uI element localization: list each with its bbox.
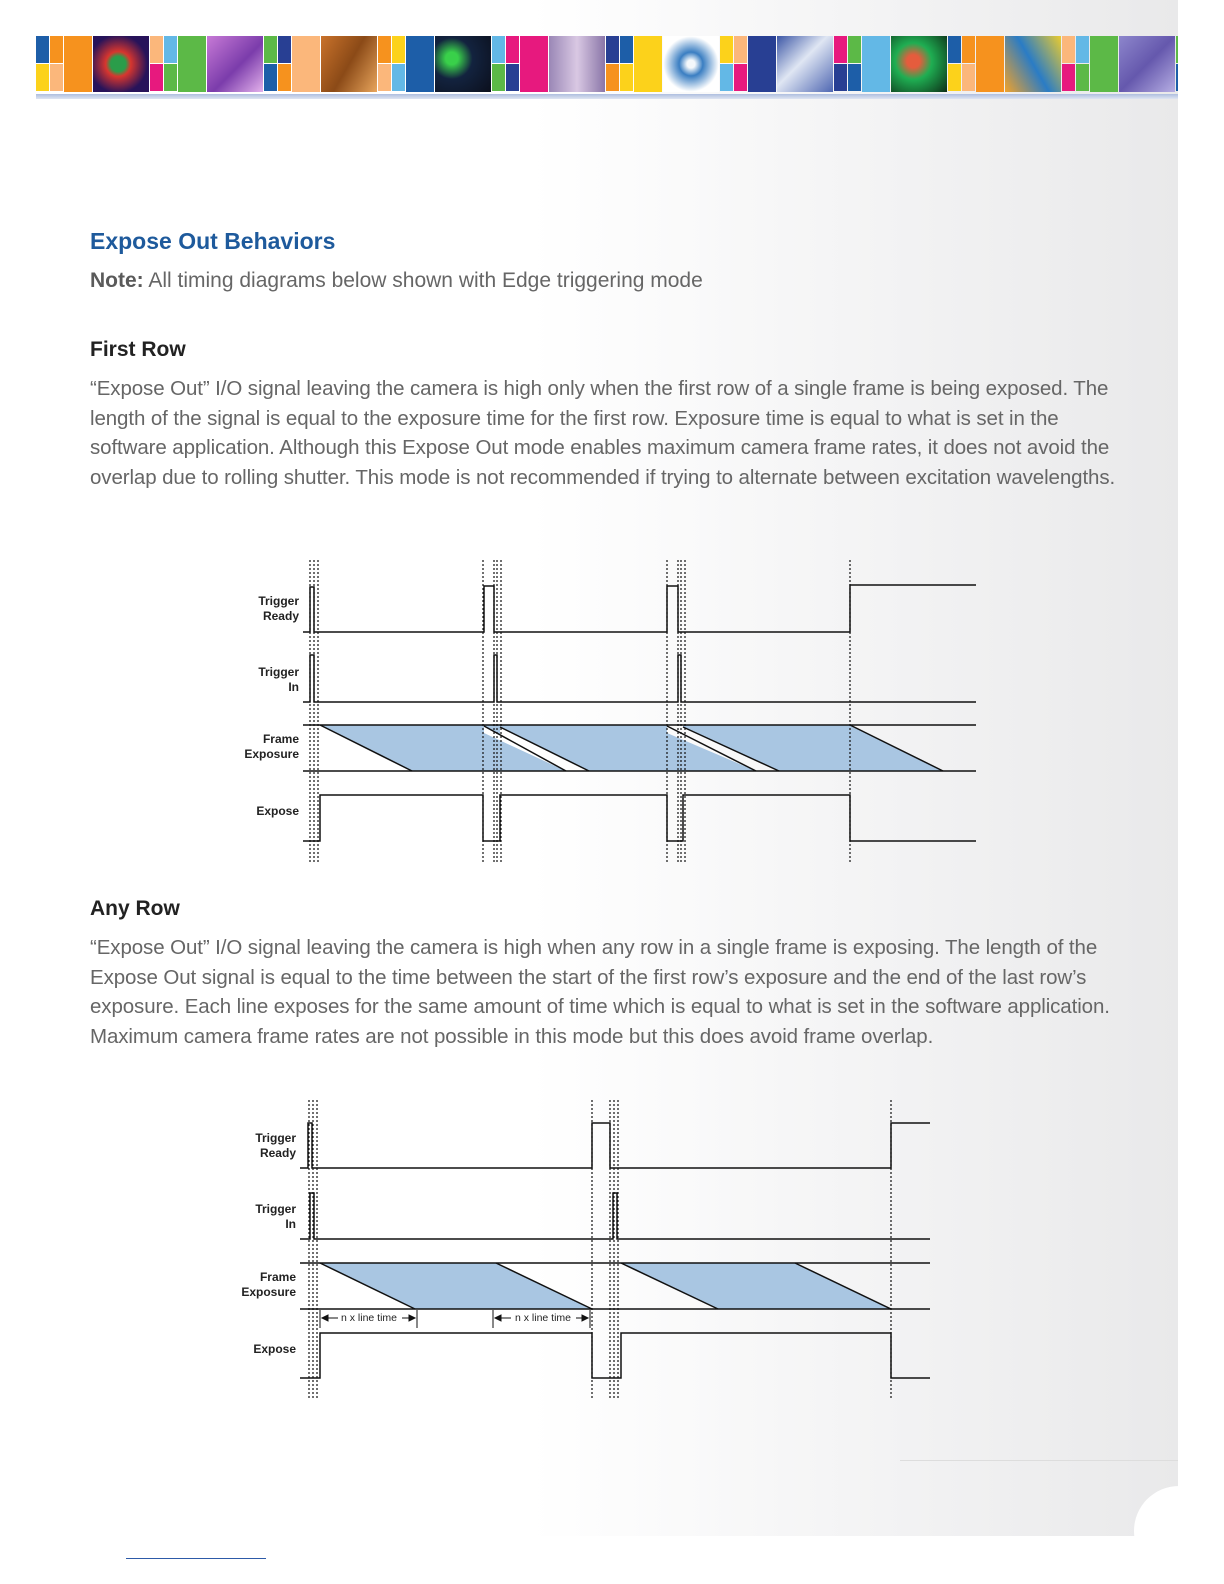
color-tile: [606, 36, 619, 63]
color-tile: [734, 36, 747, 63]
exposure-region: [320, 725, 484, 771]
color-tile: [506, 36, 519, 63]
color-tile: [150, 64, 163, 91]
color-tile: [848, 36, 861, 63]
first-row-paragraph: “Expose Out” I/O signal leaving the camera is high only when the first row of a single frame is being exposed. The length of the signal is equal to the exposure time for the first row. Exposure time is equal to what is set in the software application. Although this Expose Out mode enables maximum camera frame rates, it does not avoid the overlap due to rolling shutter. This mode is not recommended if trying to alternate between excitation wavelengths.: [90, 377, 1116, 490]
micrograph-tile: [777, 36, 833, 92]
expose-signal: [303, 795, 976, 841]
color-tile: [278, 64, 291, 91]
color-tile: [1176, 64, 1178, 91]
color-tile: [834, 64, 847, 91]
page-corner-circle: [1134, 1486, 1224, 1576]
color-tile: [1062, 64, 1075, 91]
any-row-paragraph: “Expose Out” I/O signal leaving the camera is high when any row in a single frame is exposing. The length of the Expose Out signal is equal to the time between the start of the first row’s exposure and the end of the last row’s exposure. Each line exposes for the same amount of time which is equal to what is set in the software application. Maximum camera frame rates are not possible in this mode but this does avoid frame overlap.: [90, 936, 1110, 1049]
any-row-heading: Any Row: [90, 897, 180, 920]
label-trigger-in-line2: In: [288, 680, 299, 694]
micrograph-tile: [1119, 36, 1175, 92]
color-tile: [606, 64, 619, 91]
n-line-time-label: n x line time: [340, 1312, 398, 1324]
micrograph-tile: [663, 36, 719, 92]
first-row-heading: First Row: [90, 338, 186, 361]
color-tile: [264, 64, 277, 91]
label-trigger-ready-line2: Ready: [262, 609, 299, 623]
color-tile: [1176, 36, 1178, 63]
label-frame-exposure-line1: Frame: [262, 732, 299, 746]
label-frame-exposure-line2: Exposure: [241, 1285, 296, 1299]
color-tile: [492, 64, 505, 91]
dimension-arrow: [582, 1315, 588, 1321]
label-trigger-in-line1: Trigger: [255, 1202, 296, 1216]
note-label: Note:: [90, 269, 144, 292]
banner-underline: [36, 94, 1178, 99]
micrograph-tile: [435, 36, 491, 92]
color-tile: [36, 36, 49, 63]
color-tile: [748, 36, 776, 92]
color-tile: [506, 64, 519, 91]
color-tile: [392, 36, 405, 63]
color-tile: [292, 36, 320, 92]
micrograph-tile: [207, 36, 263, 92]
trigger-ready-signal: [300, 1123, 930, 1168]
color-tile: [50, 64, 63, 91]
dimension-arrow: [495, 1315, 501, 1321]
color-tile: [406, 36, 434, 92]
trigger-ready-signal: [303, 585, 976, 632]
footer-rule: [900, 1460, 1178, 1461]
dimension-arrow: [322, 1315, 328, 1321]
color-tile: [178, 36, 206, 92]
section-heading: Expose Out Behaviors: [90, 228, 336, 254]
color-tile: [962, 36, 975, 63]
color-tile: [164, 36, 177, 63]
color-tile: [620, 64, 633, 91]
label-trigger-in-line1: Trigger: [258, 665, 299, 679]
color-tile: [150, 36, 163, 63]
dimension-arrow: [409, 1315, 415, 1321]
color-tile: [720, 64, 733, 91]
color-tile: [634, 36, 662, 92]
label-frame-exposure-line2: Exposure: [244, 747, 299, 761]
color-tile: [378, 64, 391, 91]
color-tile: [378, 36, 391, 63]
timing-markers: [309, 1100, 891, 1400]
color-tile: [734, 64, 747, 91]
color-tile: [264, 36, 277, 63]
trigger-in-signal: [303, 655, 976, 702]
expose-signal: [300, 1333, 930, 1378]
exposure-region: [621, 1263, 891, 1309]
color-tile: [36, 64, 49, 91]
label-trigger-ready-line1: Trigger: [258, 594, 299, 608]
color-tile: [848, 64, 861, 91]
micrograph-tile: [1005, 36, 1061, 92]
header-image-banner: [36, 36, 1178, 92]
micrograph-tile: [549, 36, 605, 92]
label-trigger-in-line2: In: [285, 1217, 296, 1231]
label-frame-exposure-line1: Frame: [259, 1270, 296, 1284]
trigger-in-signal: [300, 1193, 930, 1239]
color-tile: [520, 36, 548, 92]
frame-exposure-fills: [320, 1263, 891, 1309]
note-line: [90, 269, 703, 293]
color-tile: [50, 36, 63, 63]
bottom-link-rule: [126, 1558, 266, 1559]
color-tile: [862, 36, 890, 92]
color-tile: [278, 36, 291, 63]
note-text: All timing diagrams below shown with Edge triggering mode: [143, 269, 703, 292]
any-row-timing-diagram: [230, 1094, 950, 1406]
label-expose: Expose: [253, 1342, 296, 1356]
color-tile: [1062, 36, 1075, 63]
color-tile: [620, 36, 633, 63]
color-tile: [948, 36, 961, 63]
color-tile: [392, 64, 405, 91]
color-tile: [976, 36, 1004, 92]
exposure-region: [320, 1263, 592, 1309]
color-tile: [834, 36, 847, 63]
color-tile: [492, 36, 505, 63]
micrograph-tile: [93, 36, 149, 92]
first-row-timing-diagram: [230, 555, 990, 870]
label-expose: Expose: [256, 804, 299, 818]
micrograph-tile: [891, 36, 947, 92]
timing-markers: [310, 560, 850, 862]
color-tile: [948, 64, 961, 91]
color-tile: [1076, 64, 1089, 91]
color-tile: [720, 36, 733, 63]
color-tile: [164, 64, 177, 91]
label-trigger-ready-line2: Ready: [259, 1146, 296, 1160]
color-tile: [64, 36, 92, 92]
color-tile: [962, 64, 975, 91]
color-tile: [1076, 36, 1089, 63]
color-tile: [1090, 36, 1118, 92]
micrograph-tile: [321, 36, 377, 92]
label-trigger-ready-line1: Trigger: [255, 1131, 296, 1145]
n-line-time-label: n x line time: [514, 1312, 572, 1324]
